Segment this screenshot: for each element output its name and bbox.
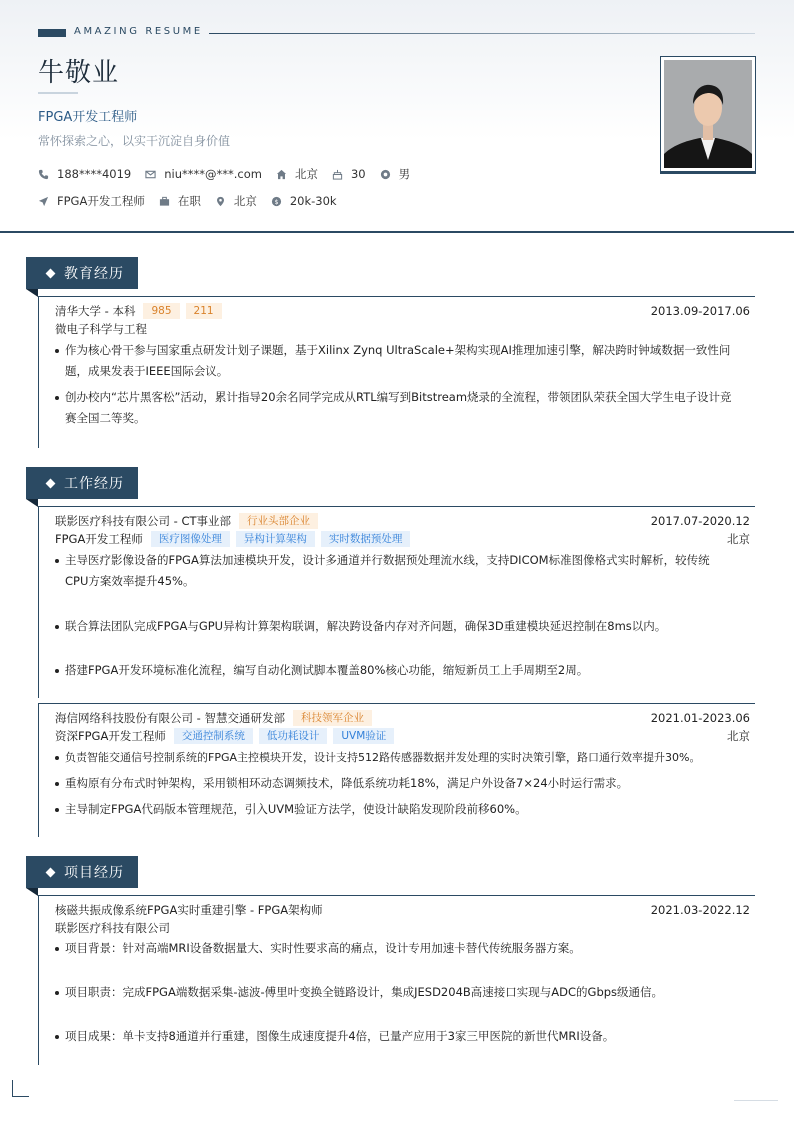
job-bullet bbox=[55, 799, 760, 820]
projects-heading-text: 项目经历 bbox=[64, 865, 124, 881]
bullet-line: 负责智能交通信号控制系统的FPGA主控模块开发，设计支持512路传感器数据并发处理的实时决策引擎，路口通行效率提升30%。 bbox=[65, 751, 701, 764]
education-bullet bbox=[55, 387, 760, 429]
info-intent-position bbox=[38, 193, 145, 209]
role-tag: 医疗图像处理 bbox=[151, 531, 230, 547]
role-tag: 实时数据预处理 bbox=[321, 531, 411, 547]
education-heading bbox=[26, 257, 138, 289]
company-name: 联影医疗科技有限公司 - CT事业部 bbox=[55, 514, 232, 528]
job-city: 北京 bbox=[727, 532, 750, 546]
contact-info-row bbox=[38, 166, 424, 182]
home-text: 北京 bbox=[294, 167, 318, 181]
work-left-line bbox=[38, 506, 39, 698]
cake-icon bbox=[332, 169, 343, 180]
gender-icon bbox=[380, 169, 391, 180]
ribbon-text: AMAZING RESUME bbox=[74, 26, 203, 37]
bullet-line: 搭建FPGA开发环境标准化流程，编写自动化测试脚本覆盖80%核心功能，缩短新员工上手周期至2周。 bbox=[65, 663, 589, 677]
project-bullet bbox=[55, 938, 760, 959]
profile-photo bbox=[664, 60, 752, 168]
corner-decoration bbox=[734, 1100, 778, 1101]
info-phone bbox=[38, 167, 131, 181]
salary-text: 20k-30k bbox=[289, 194, 337, 208]
heading-fold bbox=[26, 888, 38, 896]
school-name: 清华大学 - 本科 bbox=[55, 304, 136, 318]
education-heading-text: 教育经历 bbox=[64, 266, 124, 282]
candidate-name: 牛敬业 bbox=[38, 58, 120, 88]
job-role-row bbox=[55, 531, 750, 547]
bullet-line: 赛全国二等奖。 bbox=[65, 411, 146, 425]
job-city: 北京 bbox=[727, 729, 750, 743]
motto: 常怀探索之心，以实干沉淀自身价值 bbox=[38, 134, 231, 148]
project-period: 2021.03-2022.12 bbox=[650, 903, 750, 917]
bullet-line: 创办校内“芯片黑客松”活动，累计指导20余名同学完成从RTL编写到Bitstream烧录的全流程，带领团队荣获全国大学生电子设计竞 bbox=[65, 390, 732, 404]
diamond-icon bbox=[46, 867, 56, 877]
project-bullet bbox=[55, 982, 760, 1003]
school-tag: 211 bbox=[186, 303, 222, 319]
project-name-row bbox=[55, 902, 750, 918]
company-name: 海信网络科技股份有限公司 - 智慧交通研发部 bbox=[55, 711, 285, 725]
education-bullet bbox=[55, 340, 760, 382]
heading-fold bbox=[26, 289, 38, 297]
company-tag: 行业头部企业 bbox=[239, 513, 318, 529]
work-top-line bbox=[38, 506, 755, 507]
job-role: FPGA开发工程师 bbox=[55, 532, 143, 546]
info-email bbox=[145, 167, 262, 181]
job-intent-row bbox=[38, 193, 351, 209]
corner-decoration bbox=[12, 1080, 29, 1097]
education-school-row bbox=[55, 303, 750, 319]
job-bullet bbox=[55, 747, 765, 768]
job-bullet bbox=[55, 660, 760, 681]
job-role-row bbox=[55, 728, 750, 744]
project-bullet bbox=[55, 1026, 760, 1047]
job-title: FPGA开发工程师 bbox=[38, 110, 138, 125]
gender-text: 男 bbox=[398, 167, 411, 181]
email-text: niu****@***.com bbox=[164, 167, 262, 181]
role-tag: 交通控制系统 bbox=[174, 728, 253, 744]
info-intent-city bbox=[215, 193, 257, 209]
bullet-line: 项目背景：针对高端MRI设备数据量大、实时性要求高的痛点，设计专用加速卡替代传统服务器方案。 bbox=[65, 941, 581, 955]
send-icon bbox=[38, 196, 49, 207]
intent-position-text: FPGA开发工程师 bbox=[57, 194, 145, 208]
projects-left-line bbox=[38, 895, 39, 1065]
major: 微电子科学与工程 bbox=[55, 322, 147, 336]
info-status bbox=[159, 193, 201, 209]
education-period: 2013.09-2017.06 bbox=[650, 304, 750, 318]
work-heading bbox=[26, 467, 138, 499]
bullet-line: 作为核心骨干参与国家重点研发计划子课题，基于Xilinx Zynq UltraScale+架构实现AI推理加速引擎，解决跨时钟域数据一致性问 bbox=[65, 343, 731, 357]
education-top-line bbox=[38, 296, 755, 297]
job-period: 2017.07-2020.12 bbox=[650, 514, 750, 528]
diamond-icon bbox=[46, 268, 56, 278]
job-bullet bbox=[55, 773, 760, 794]
bullet-line: 主导制定FPGA代码版本管理规范，引入UVM验证方法学，使设计缺陷发现阶段前移60%。 bbox=[65, 802, 527, 816]
role-tag: 低功耗设计 bbox=[259, 728, 328, 744]
age-text: 30 bbox=[350, 167, 366, 181]
project-org-row bbox=[55, 920, 750, 936]
bullet-line: 项目职责：完成FPGA端数据采集-滤波-傅里叶变换全链路设计，集成JESD204B高速接口实现与ADC的Gbps级通信。 bbox=[65, 985, 664, 999]
projects-top-line bbox=[38, 895, 755, 896]
heading-fold bbox=[26, 499, 38, 507]
work-heading-text: 工作经历 bbox=[64, 476, 124, 492]
home-icon bbox=[276, 169, 287, 180]
bullet-line: 主导医疗影像设备的FPGA算法加速模块开发，设计多通道并行数据预处理流水线，支持DICOM标准图像格式实时解析，较传统 bbox=[65, 553, 710, 567]
job-divider bbox=[38, 703, 755, 704]
job-role: 资深FPGA开发工程师 bbox=[55, 729, 166, 743]
location-pin-icon bbox=[215, 196, 226, 207]
ribbon-line bbox=[209, 33, 755, 34]
bullet-line: 项目成果：单卡支持8通道并行重建，图像生成速度提升4倍，已量产应用于3家三甲医院的新世代MRI设备。 bbox=[65, 1029, 615, 1043]
role-tag: 异构计算架构 bbox=[236, 531, 315, 547]
ribbon-bar bbox=[38, 29, 66, 37]
company-tag: 科技领军企业 bbox=[293, 710, 372, 726]
school-tag: 985 bbox=[143, 303, 179, 319]
info-gender bbox=[380, 166, 411, 182]
mail-icon bbox=[145, 169, 156, 180]
job-company-row bbox=[55, 513, 750, 529]
diamond-icon bbox=[46, 478, 56, 488]
svg-text:$: $ bbox=[274, 197, 279, 206]
info-age bbox=[332, 167, 366, 181]
project-org: 联影医疗科技有限公司 bbox=[55, 921, 170, 935]
education-major-row bbox=[55, 321, 750, 337]
status-text: 在职 bbox=[177, 194, 201, 208]
job-period: 2021.01-2023.06 bbox=[650, 711, 750, 725]
intent-city-text: 北京 bbox=[233, 194, 257, 208]
name-underline bbox=[38, 92, 78, 94]
bullet-line: 重构原有分布式时钟架构，采用锁相环动态调频技术，降低系统功耗18%，满足户外设备7×24小时运行需求。 bbox=[65, 776, 629, 790]
role-tag: UVM验证 bbox=[333, 728, 394, 744]
salary-icon bbox=[271, 196, 282, 207]
phone-icon bbox=[38, 169, 49, 180]
phone-text: 188****4019 bbox=[57, 167, 132, 181]
job-bullet bbox=[55, 550, 760, 592]
education-left-line bbox=[38, 296, 39, 448]
info-home bbox=[276, 166, 318, 182]
bullet-line: CPU方案效率提升45%。 bbox=[65, 574, 195, 588]
info-salary bbox=[271, 194, 337, 208]
photo-underline bbox=[660, 171, 756, 174]
bullet-line: 联合算法团队完成FPGA与GPU异构计算架构联调，解决跨设备内存对齐问题，确保3D重建模块延迟控制在8ms以内。 bbox=[65, 619, 667, 633]
job-bullet bbox=[55, 616, 760, 637]
projects-heading bbox=[26, 856, 138, 888]
header-divider bbox=[0, 231, 794, 233]
briefcase-icon bbox=[159, 196, 170, 207]
bullet-line: 题，成果发表于IEEE国际会议。 bbox=[65, 364, 229, 378]
project-name: 核磁共振成像系统FPGA实时重建引擎 - FPGA架构师 bbox=[55, 903, 323, 917]
job-company-row bbox=[55, 710, 750, 726]
work-left-line bbox=[38, 703, 39, 837]
